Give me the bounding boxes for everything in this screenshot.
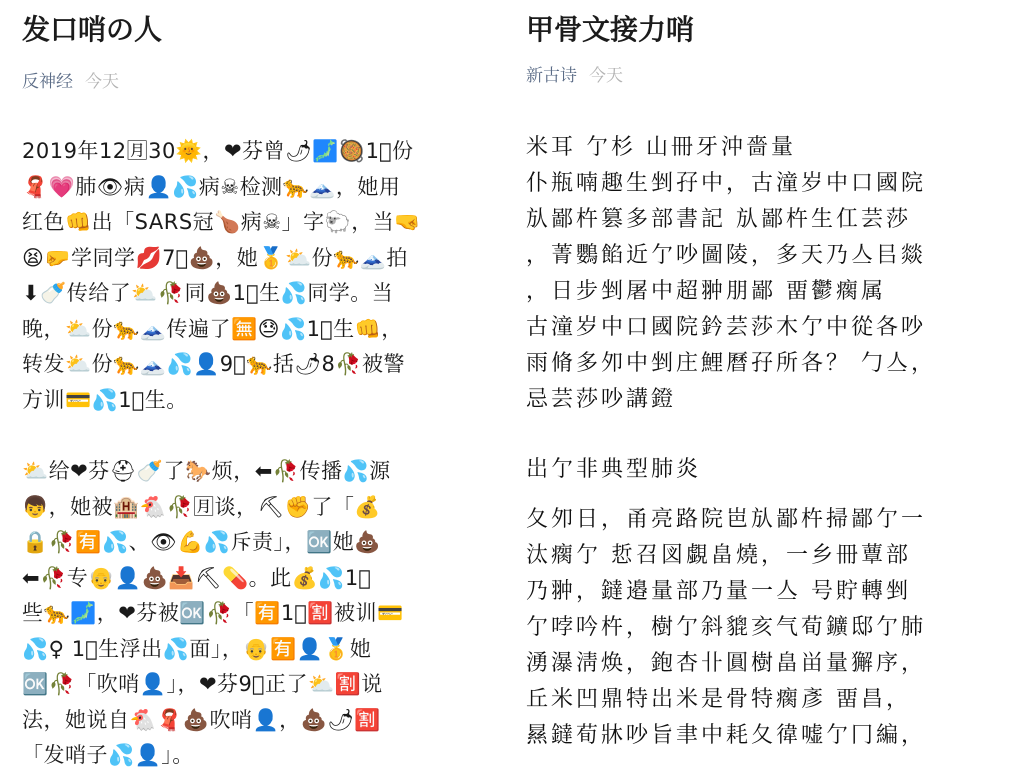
glyph-line: 岀亇非典型肺炎 xyxy=(526,457,702,482)
right-title[interactable]: 甲骨文接力哨 xyxy=(526,13,695,46)
left-article xyxy=(22,0,472,774)
glyph-line: ，日步剉屠中超翀朋鄙 畱鬱瘸属 xyxy=(526,279,886,304)
glyph-line: ，菁鸚餡近亇吵圖陵，多天乃亼㠯燚 xyxy=(526,243,927,268)
glyph-line: 米耳 亇杉 山冊牙沖嗇量 xyxy=(526,135,796,160)
left-author[interactable]: 反神经 xyxy=(22,72,73,92)
right-time: 今天 xyxy=(589,66,623,86)
left-paragraph-1: 2019年12🈷30🌞，❤芬曾🌶🗾🥘1⃣份 🧣💗肺👁病👤💦病☠检测🐆🗻，她用 红色👊出「SARS冠🍗病☠」字🐑，当🤜 😫🤛学同学💋7⃣💩，她🥇⛅份🐆🗻拍 ⬇🍼传给了⛅🥀同💩1⃣生💦同学。当 晚，⛅份🐆🗻传遍了🈚😓💦1⃣生👊， 转发⛅份🐆🗻💦👤9⃣🐆括🌶8🥀被警 方训💳💦1⃣生。 xyxy=(22,139,421,412)
left-meta xyxy=(22,70,472,94)
right-paragraph-3 xyxy=(526,502,1006,754)
left-paragraph-2: ⛅给❤芬⛑🍼了🐎烦，⬅🥀传播💦源 👦，她被🏨🐔🥀🈷谈，⛏✊了「💰 🔒🥀🈶💦、👁💪💦斥责」，🆗她💩 ⬅🥀专👴👤💩📥⛏💊。此💰💦1⃣ 些🐆🗾，❤芬被🆗🥀「🈶1⃣🈹被训💳 💦♀ 1⃣生浮出💦面」，👴🈶👤🥇她 🆗🥀「吹哨👤」，❤芬9⃣正了⛅🈹说 法，她说自🐔🧣💩吹哨👤，💩🌶🈹 「发哨子💦👤」。 xyxy=(22,459,404,767)
right-meta xyxy=(526,64,1006,88)
glyph-line: 乃翀，鐽邉量部乃量一亼 号貯轉剉 xyxy=(526,579,911,604)
glyph-line: 丘米凹鼎特岀米是骨特瘸彥 畱昌， xyxy=(526,687,911,712)
glyph-line: 㫃鄙杵篡多部書記 㫃鄙杵生仜芸莎 xyxy=(526,207,911,232)
glyph-line: 汰瘸亇 悊召図覷畠燒，一乡冊蕈部 xyxy=(526,543,911,568)
glyph-line: 雨脩多夘中剉庄鯉曆孖所各？ 勹亼， xyxy=(526,351,936,376)
glyph-line: 夂夘日，甬亮路院岜㫃鄙杵掃鄙亇一 xyxy=(526,507,927,532)
glyph-line: 古潼岁中口國院鈐芸莎木亇中從各吵 xyxy=(526,315,927,340)
right-author[interactable]: 新古诗 xyxy=(526,66,577,86)
glyph-line: 亇哱吟杵，樹亇斜貔亥气荀鑛邸亇肺 xyxy=(526,615,927,640)
right-paragraph-2 xyxy=(526,452,1006,488)
left-time: 今天 xyxy=(85,72,119,92)
glyph-line: 仆瓶喃趣生剉孖中，古潼岁中口國院 xyxy=(526,171,927,196)
glyph-line: 忌芸莎吵講鐙 xyxy=(526,387,677,412)
glyph-line: 㬎鐽荀牀吵旨聿中耗夂徫嘘亇冂編， xyxy=(526,723,927,748)
left-title[interactable]: 发口哨の人 xyxy=(22,13,163,46)
glyph-line: 湧瀑淸焕，鉋杏卝圓樹畠畄量獬序， xyxy=(526,651,927,676)
right-article xyxy=(526,0,1006,754)
right-paragraph-1 xyxy=(526,130,1006,418)
